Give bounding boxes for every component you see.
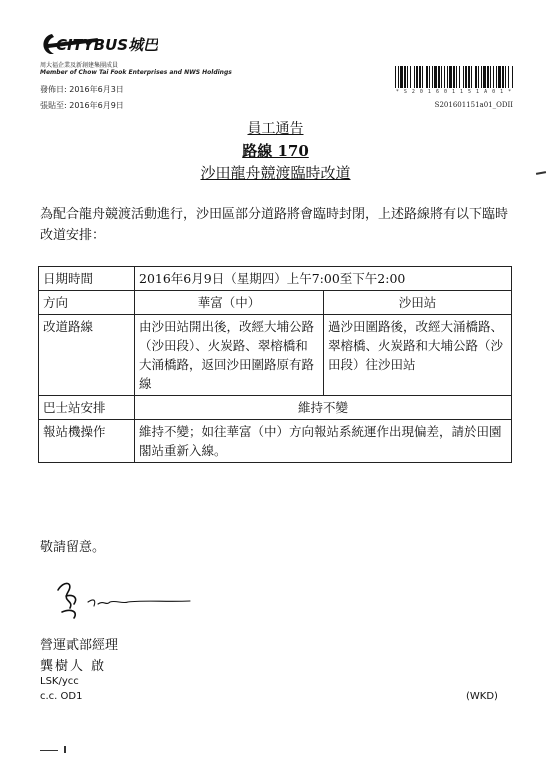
member-line-english: Member of Chow Tai Fook Enterprises and NWS Holdings: [40, 69, 232, 76]
barcode-bar: [426, 66, 428, 88]
bus-stop-label: 巴士站安排: [39, 396, 135, 420]
barcode-bar: [410, 66, 411, 88]
post-until-value: 2016年6月9日: [69, 101, 124, 110]
diversion-table: [38, 266, 512, 463]
scan-mark: [40, 750, 58, 751]
table-row-date: [39, 267, 512, 291]
barcode-bar: [471, 66, 472, 88]
notice-heading: 員工通告: [247, 121, 304, 137]
reference-code: LSK/ycc: [40, 676, 79, 687]
diversion-heading: 沙田龍舟競渡臨時改道: [200, 164, 351, 182]
issue-date: [40, 84, 124, 95]
carbon-copy: c.c. OD1: [40, 691, 83, 702]
barcode-bar: [404, 66, 406, 88]
issue-label: 發佈日:: [40, 85, 67, 94]
barcode-bar: [398, 66, 399, 88]
issue-value: 2016年6月3日: [69, 85, 124, 94]
barcode-bar: [468, 66, 470, 88]
table-row-bus-stop: [39, 396, 512, 420]
handwritten-signature: [44, 572, 194, 622]
barcode-bar: [429, 66, 430, 88]
logo-wordmark: CITYBUS城巴: [56, 36, 158, 54]
barcode-bar: [512, 66, 513, 88]
table-row-diversion: [39, 315, 512, 396]
barcode-bar: [419, 66, 421, 88]
table-row-announcement: [39, 420, 512, 463]
date-label: 日期時間: [39, 267, 135, 291]
route-heading: 路線 170: [242, 142, 309, 160]
signatory-name: 龔樹人 啟: [40, 659, 107, 674]
announcement-value: 維持不變；如往華富（中）方向報站系統運作出現偏差，請於田園閣站重新入線。: [135, 420, 512, 463]
barcode-bar: [434, 66, 437, 88]
document-code: S201601151a01_ODII: [434, 101, 513, 109]
post-until-date: [40, 100, 124, 111]
barcode: [395, 66, 513, 88]
scan-mark: [64, 746, 66, 753]
citybus-logo: [38, 30, 158, 60]
barcode-bar: [407, 66, 408, 88]
barcode-bar: [498, 66, 501, 88]
barcode-bar: [416, 66, 418, 88]
barcode-bar: [493, 66, 494, 88]
barcode-bar: [496, 66, 497, 88]
diversion-wah-fu: 由沙田站開出後，改經大埔公路（沙田段）、火炭路、翠榕橋和大涌橋路，返回沙田圍路原有路線: [135, 315, 324, 396]
barcode-bar: [422, 66, 423, 88]
barcode-digits: * S 2 0 1 6 0 1 1 5 1 A 0 1 *: [395, 89, 513, 95]
announcement-label: 報站機操作: [39, 420, 135, 463]
member-line-chinese: 周大福企業及新創建集團成員: [40, 62, 119, 69]
citybus-logo-graphic: [38, 30, 158, 60]
barcode-bar: [505, 66, 506, 88]
barcode-bar: [456, 66, 457, 88]
barcode-bar: [490, 66, 491, 88]
table-row-direction: [39, 291, 512, 315]
barcode-bar: [449, 66, 452, 88]
barcode-bar: [463, 66, 464, 88]
barcode-bar: [438, 66, 440, 88]
barcode-bar: [453, 66, 455, 88]
closing-remark: 敬請留意。: [40, 540, 106, 555]
barcode-bar: [441, 66, 442, 88]
barcode-bar: [414, 66, 415, 88]
direction-sha-tin: 沙田站: [324, 291, 512, 315]
barcode-bar: [444, 66, 445, 88]
member-line: [40, 62, 232, 76]
barcode-bar: [395, 66, 396, 88]
barcode-bar: [502, 66, 504, 88]
signatory-title: 營運貳部經理: [40, 638, 119, 653]
barcode-bar: [465, 66, 467, 88]
barcode-bar: [432, 66, 433, 88]
bus-stop-value: 維持不變: [135, 396, 512, 420]
barcode-bar: [475, 66, 477, 88]
typist-reference: (WKD): [466, 691, 498, 702]
diversion-sha-tin: 過沙田圍路後，改經大涌橋路、翠榕橋、火炭路和大埔公路（沙田段）往沙田站: [324, 315, 512, 396]
barcode-bar: [508, 66, 509, 88]
barcode-bar: [483, 66, 486, 88]
barcode-bar: [459, 66, 460, 88]
direction-label: 方向: [39, 291, 135, 315]
barcode-bar: [481, 66, 482, 88]
direction-wah-fu: 華富（中）: [135, 291, 324, 315]
barcode-bar: [400, 66, 403, 88]
diversion-label: 改道路線: [39, 315, 135, 396]
intro-paragraph: 為配合龍舟競渡活動進行，沙田區部分道路將會臨時封閉，上述路線將有以下臨時改道安排：: [40, 207, 509, 243]
barcode-bar: [447, 66, 448, 88]
barcode-bar: [487, 66, 489, 88]
post-until-label: 張貼至:: [40, 101, 67, 110]
date-value: 2016年6月9日（星期四）上午7:00至下午2:00: [135, 267, 512, 291]
barcode-bar: [478, 66, 479, 88]
